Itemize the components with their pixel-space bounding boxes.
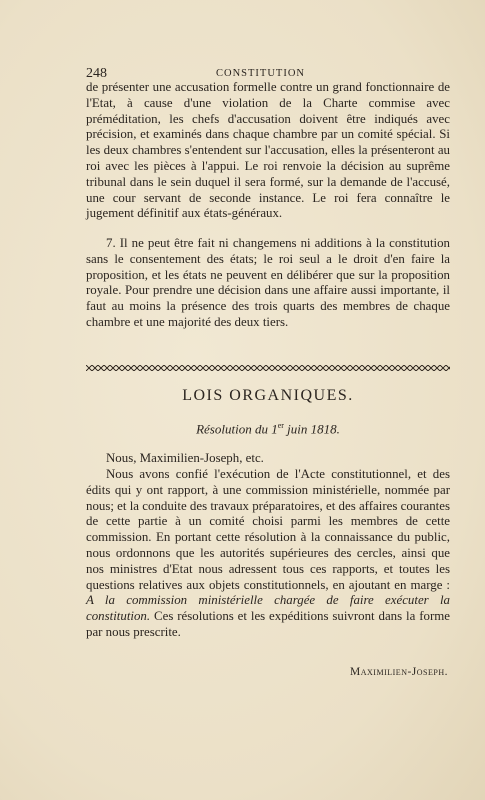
running-head: CONSTITUTION [216,68,305,79]
resolution-text-main: Nous avons confié l'exécution de l'Acte constitutionnel, et des édits qui y ont rapport, à une commission ministérielle, nommée par nous; et la conduite des travaux préparatoires, et des affaires courantes de cette partie à un comité choisi parmi les membres de cette commission. En portant cette résolution à la connaissance du public, nous ordonnons que les autorités supérieures des cercles, ainsi que nos ministres d'Etat nous adressent tous ces rapports, et toutes les questions relatives aux objets constitutionnels, en ajoutant en marge : [86,467,450,592]
resolution-text-end: Ces résolutions et les expéditions suivront dans la forme par nous prescrite. [86,609,450,639]
resolution-prefix: Résolution du 1 [196,421,278,437]
paragraph-text: de présenter une accusation formelle contre un grand fonctionnaire de l'Etat, à cause d'une violation de la Charte commise avec préméditation, les chefs d'accusation doivent être indiqués avec précision, et examinés dans chaque chambre par un comité spécial. Si les deux chambres s'entendent sur l'accusation, elles la présenteront au roi avec les pièces à l'appui. Le roi renvoie la décision au suprême tribunal dans le sein duquel il sera formé, sur la demande de l'accusé, une cour servant de seconde instance. Le roi fera connaître le jugement définitif aux états-généraux. [86,80,450,221]
signature: Maximilien-Joseph. [350,666,448,678]
section-title: LOIS ORGANIQUES. [182,387,354,404]
salutation-block [86,451,450,467]
resolution-text-italic: A la commission ministérielle chargée de faire exécuter la constitution. [86,593,450,624]
resolution-text [86,467,450,641]
page-number: 248 [86,66,107,81]
paragraph-article-7 [86,236,450,331]
ornamental-divider [86,365,450,371]
paragraph-accusation [86,80,450,222]
salutation: Nous, Maximilien-Joseph, etc. [106,451,264,465]
resolution-date [86,421,450,437]
resolution-suffix: juin 1818. [283,421,340,437]
resolution-body [86,467,450,641]
resolution-ordinal: er [277,421,284,430]
paragraph-text: 7. Il ne peut être fait ni changemens ni additions à la constitution sans le consentement des états; le roi seul a le droit d'en faire la proposition, et les états ne peuvent en délibérer que sur la proposition royale. Pour prendre une décision dans une affaire aussi importante, il faut au moins la présence des trois quarts des membres de chaque chambre et une majorité des deux tiers. [86,236,450,329]
